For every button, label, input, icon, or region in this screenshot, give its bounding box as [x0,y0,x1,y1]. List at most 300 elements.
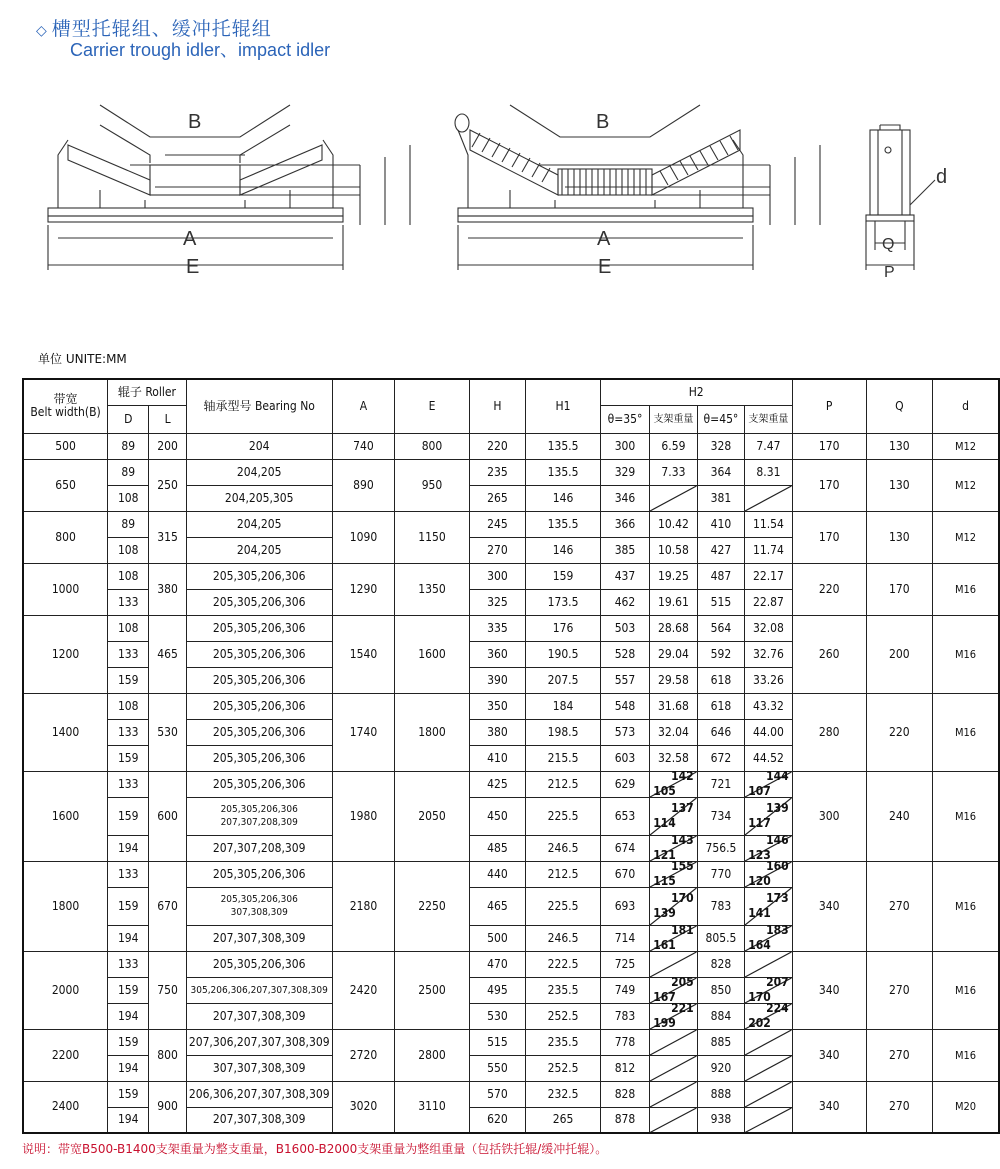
h1-cell: 235.5 [526,977,600,1003]
weight-cell [745,1029,792,1055]
h2-45-cell: 938 [697,1107,745,1133]
q-cell: 270 [866,861,932,951]
weight-cell: 32.58 [650,745,697,771]
roller-d-cell: 159 [108,887,149,925]
header-weight-45: 支架重量 [745,405,792,433]
h1-cell: 232.5 [526,1081,600,1107]
roller-l-cell: 900 [149,1081,186,1133]
weight-cell: 28.68 [650,615,697,641]
d-cell: M16 [933,563,999,615]
d-cell: M20 [933,1081,999,1133]
weight-cell [745,1107,792,1133]
weight-lower: 170 [671,891,694,905]
weight-upper: 139 [653,906,676,920]
bearing-cell: 204,205 [186,459,332,485]
weight-upper: 164 [748,938,771,952]
weight-cell [650,1003,697,1029]
weight-cell [650,887,697,925]
e-cell: 1600 [395,615,469,693]
h2-45-cell: 427 [697,537,745,563]
weight-cell: 10.42 [650,511,697,537]
q-cell: 170 [866,563,932,615]
weight-upper: 107 [748,784,771,798]
h1-cell: 246.5 [526,835,600,861]
weight-cell [650,977,697,1003]
h1-cell: 135.5 [526,511,600,537]
h2-35-cell: 300 [600,433,649,459]
weight-lower: 139 [766,801,789,815]
bearing-cell: 207,307,308,309 [186,925,332,951]
weight-cell: 6.59 [650,433,697,459]
a-cell: 2720 [332,1029,395,1081]
p-cell: 340 [792,1081,866,1133]
belt-width-cell: 2400 [23,1081,108,1133]
header-P: P [792,379,866,433]
weight-cell: 19.61 [650,589,697,615]
a-cell: 2180 [332,861,395,951]
header-angle-45: θ=45° [697,405,745,433]
weight-cell [650,925,697,951]
weight-cell: 32.04 [650,719,697,745]
weight-cell: 43.32 [745,693,792,719]
table-row [23,511,999,537]
roller-d-cell: 159 [108,797,149,835]
h2-35-cell: 812 [600,1055,649,1081]
weight-upper: 161 [653,938,676,952]
bearing-cell: 207,307,308,309 [186,1107,332,1133]
h-cell: 380 [469,719,526,745]
impact-idler-drawing [455,105,820,270]
h-cell: 530 [469,1003,526,1029]
weight-upper: 141 [748,906,771,920]
diamond-icon: ◇ [36,22,48,38]
bearing-cell: 205,305,206,306 [186,563,332,589]
h-cell: 425 [469,771,526,797]
weight-cell [650,1081,697,1107]
header-weight-35: 支架重量 [650,405,697,433]
h-cell: 270 [469,537,526,563]
q-cell: 130 [866,459,932,511]
table-row [23,433,999,459]
header-belt-en: Belt width(B) [30,405,101,420]
header-Q: Q [866,379,932,433]
h1-cell: 159 [526,563,600,589]
label-d: d [936,166,948,188]
bearing-cell: 205,305,206,306 [186,693,332,719]
h2-45-cell: 618 [697,667,745,693]
h2-35-cell: 548 [600,693,649,719]
roller-d-cell: 194 [108,835,149,861]
weight-lower: 155 [671,859,694,873]
h-cell: 235 [469,459,526,485]
bearing-cell: 205,305,206,306 [186,861,332,887]
h2-45-cell: 592 [697,641,745,667]
h-cell: 350 [469,693,526,719]
a-cell: 1980 [332,771,395,861]
h2-35-cell: 749 [600,977,649,1003]
roller-l-cell: 315 [149,511,186,563]
h2-35-cell: 366 [600,511,649,537]
weight-cell [650,771,697,797]
d-cell: M16 [933,693,999,771]
table-row [23,951,999,977]
diagonal-slash [745,486,791,511]
a-cell: 2420 [332,951,395,1029]
table-row [23,861,999,887]
weight-cell: 11.54 [745,511,792,537]
weight-lower: 207 [766,975,789,989]
weight-cell: 22.17 [745,563,792,589]
roller-d-cell: 89 [108,511,149,537]
roller-d-cell: 89 [108,433,149,459]
weight-lower: 160 [766,859,789,873]
roller-l-cell: 530 [149,693,186,771]
q-cell: 270 [866,1029,932,1081]
h2-45-cell: 515 [697,589,745,615]
h2-35-cell: 503 [600,615,649,641]
weight-lower: 221 [671,1001,694,1015]
roller-d-cell: 133 [108,589,149,615]
p-cell: 280 [792,693,866,771]
h-cell: 265 [469,485,526,511]
roller-d-cell: 89 [108,459,149,485]
d-cell: M16 [933,861,999,951]
header-H2: H2 [600,379,792,405]
p-cell: 220 [792,563,866,615]
roller-d-cell: 194 [108,1055,149,1081]
e-cell: 1350 [395,563,469,615]
belt-width-cell: 1200 [23,615,108,693]
h2-35-cell: 778 [600,1029,649,1055]
belt-width-cell: 2200 [23,1029,108,1081]
h2-45-cell: 783 [697,887,745,925]
h2-35-cell: 629 [600,771,649,797]
weight-upper: 121 [653,848,676,862]
roller-d-cell: 133 [108,641,149,667]
header-H1: H1 [526,379,600,433]
bearing-cell: 207,307,308,309 [186,1003,332,1029]
h2-35-cell: 670 [600,861,649,887]
weight-cell: 19.25 [650,563,697,589]
bearing-cell: 205,305,206,306 207,307,208,309 [186,797,332,835]
weight-cell [650,1055,697,1081]
weight-cell: 44.52 [745,745,792,771]
weight-upper: 199 [653,1016,676,1030]
h1-cell: 146 [526,537,600,563]
a-cell: 1740 [332,693,395,771]
h1-cell: 212.5 [526,771,600,797]
weight-cell [650,835,697,861]
weight-cell [650,485,697,511]
e-cell: 2800 [395,1029,469,1081]
diagonal-slash [745,1056,791,1081]
label-E-2: E [598,256,612,278]
carrier-idler-drawing [48,105,410,270]
bearing-cell: 205,305,206,306 307,308,309 [186,887,332,925]
h1-cell: 207.5 [526,667,600,693]
bearing-cell: 205,305,206,306 [186,719,332,745]
d-cell: M16 [933,615,999,693]
h2-35-cell: 674 [600,835,649,861]
bearing-cell: 305,206,306,207,307,308,309 [186,977,332,1003]
h2-35-cell: 346 [600,485,649,511]
e-cell: 2050 [395,771,469,861]
h2-35-cell: 714 [600,925,649,951]
h-cell: 500 [469,925,526,951]
h1-cell: 246.5 [526,925,600,951]
roller-l-cell: 750 [149,951,186,1029]
weight-cell [650,861,697,887]
a-cell: 740 [332,433,395,459]
label-E: E [186,256,200,278]
weight-cell: 29.04 [650,641,697,667]
h1-cell: 135.5 [526,433,600,459]
belt-width-cell: 500 [23,433,108,459]
weight-lower: 183 [766,923,789,937]
h-cell: 245 [469,511,526,537]
h-cell: 440 [469,861,526,887]
weight-upper: 167 [653,990,676,1004]
title-cn-text: 槽型托辊组、缓冲托辊组 [51,19,272,40]
h1-cell: 235.5 [526,1029,600,1055]
weight-cell [745,1081,792,1107]
d-cell: M12 [933,433,999,459]
weight-cell: 44.00 [745,719,792,745]
bearing-cell: 205,305,206,306 [186,951,332,977]
h2-35-cell: 437 [600,563,649,589]
header-H: H [469,379,526,433]
h1-cell: 215.5 [526,745,600,771]
table-row [23,1029,999,1055]
weight-cell [650,797,697,835]
h1-cell: 184 [526,693,600,719]
a-cell: 1090 [332,511,395,563]
weight-upper: 123 [748,848,771,862]
h-cell: 450 [469,797,526,835]
h2-35-cell: 725 [600,951,649,977]
header-L: L [149,405,186,433]
h2-35-cell: 693 [600,887,649,925]
h1-cell: 146 [526,485,600,511]
weight-cell [745,771,792,797]
h2-45-cell: 721 [697,771,745,797]
weight-cell [745,977,792,1003]
bearing-cell: 205,305,206,306 [186,771,332,797]
h1-cell: 265 [526,1107,600,1133]
h1-cell: 173.5 [526,589,600,615]
weight-lower: 146 [766,833,789,847]
diagonal-slash [650,952,696,977]
p-cell: 300 [792,771,866,861]
h2-35-cell: 653 [600,797,649,835]
header-E: E [395,379,469,433]
d-cell: M12 [933,459,999,511]
header-bearing: 轴承型号 Bearing No [186,379,332,433]
h2-45-cell: 770 [697,861,745,887]
p-cell: 260 [792,615,866,693]
roller-d-cell: 108 [108,615,149,641]
h2-45-cell: 328 [697,433,745,459]
weight-cell [745,1055,792,1081]
table-row [23,693,999,719]
table-row [23,563,999,589]
bearing-cell: 205,305,206,306 [186,667,332,693]
weight-cell: 29.58 [650,667,697,693]
weight-cell [745,797,792,835]
belt-width-cell: 800 [23,511,108,563]
h-cell: 300 [469,563,526,589]
p-cell: 170 [792,433,866,459]
weight-cell [745,861,792,887]
q-cell: 130 [866,433,932,459]
weight-cell [650,951,697,977]
q-cell: 240 [866,771,932,861]
h1-cell: 225.5 [526,887,600,925]
weight-cell [745,1003,792,1029]
weight-cell: 33.26 [745,667,792,693]
weight-cell [745,835,792,861]
h-cell: 360 [469,641,526,667]
roller-l-cell: 600 [149,771,186,861]
roller-d-cell: 159 [108,977,149,1003]
weight-upper: 117 [748,816,771,830]
belt-width-cell: 1000 [23,563,108,615]
h2-45-cell: 850 [697,977,745,1003]
p-cell: 170 [792,511,866,563]
bearing-cell: 204 [186,433,332,459]
d-cell: M16 [933,771,999,861]
p-cell: 340 [792,861,866,951]
roller-d-cell: 133 [108,951,149,977]
weight-lower: 173 [766,891,789,905]
label-P: P [884,264,895,281]
e-cell: 1800 [395,693,469,771]
weight-lower: 137 [671,801,694,815]
roller-l-cell: 250 [149,459,186,511]
weight-cell: 8.31 [745,459,792,485]
weight-cell: 7.47 [745,433,792,459]
h2-45-cell: 885 [697,1029,745,1055]
h2-45-cell: 888 [697,1081,745,1107]
h-cell: 390 [469,667,526,693]
h2-35-cell: 828 [600,1081,649,1107]
h2-35-cell: 573 [600,719,649,745]
h-cell: 410 [469,745,526,771]
weight-upper: 115 [653,874,676,888]
h1-cell: 222.5 [526,951,600,977]
bearing-cell: 206,306,207,307,308,309 [186,1081,332,1107]
h1-cell: 252.5 [526,1055,600,1081]
h2-35-cell: 462 [600,589,649,615]
h2-35-cell: 528 [600,641,649,667]
a-cell: 1290 [332,563,395,615]
bearing-cell: 207,307,208,309 [186,835,332,861]
label-A-2: A [597,228,611,250]
weight-cell: 11.74 [745,537,792,563]
belt-width-cell: 1400 [23,693,108,771]
footnote: 说明：带宽B500-B1400支架重量为整支重量，B1600-B2000支架重量为整组重量（包括铁托辊/缓冲托辊）。 [22,1142,608,1156]
diagonal-slash [650,1108,696,1133]
weight-cell [745,951,792,977]
roller-d-cell: 108 [108,693,149,719]
weight-lower: 181 [671,923,694,937]
header-A: A [332,379,395,433]
bearing-cell: 205,305,206,306 [186,745,332,771]
bearing-cell: 307,307,308,309 [186,1055,332,1081]
h-cell: 515 [469,1029,526,1055]
belt-width-cell: 1800 [23,861,108,951]
h1-cell: 176 [526,615,600,641]
p-cell: 340 [792,1029,866,1081]
bearing-cell: 204,205 [186,511,332,537]
d-cell: M12 [933,511,999,563]
h2-35-cell: 603 [600,745,649,771]
roller-d-cell: 133 [108,771,149,797]
weight-upper: 170 [748,990,771,1004]
d-cell: M16 [933,951,999,1029]
h2-45-cell: 920 [697,1055,745,1081]
bearing-cell: 205,305,206,306 [186,589,332,615]
belt-width-cell: 2000 [23,951,108,1029]
h2-35-cell: 557 [600,667,649,693]
label-B-2: B [596,111,610,133]
q-cell: 130 [866,511,932,563]
weight-cell: 32.76 [745,641,792,667]
header-d: d [933,379,999,433]
h1-cell: 190.5 [526,641,600,667]
header-belt-cn: 带宽 [53,392,78,407]
h2-45-cell: 828 [697,951,745,977]
diagonal-slash [745,952,791,977]
roller-d-cell: 159 [108,1081,149,1107]
diagonal-slash [650,1056,696,1081]
roller-d-cell: 194 [108,1107,149,1133]
e-cell: 1150 [395,511,469,563]
h1-cell: 212.5 [526,861,600,887]
table-row [23,771,999,797]
weight-lower: 224 [766,1001,789,1015]
label-Q: Q [882,236,895,253]
h2-45-cell: 756.5 [697,835,745,861]
a-cell: 3020 [332,1081,395,1133]
h1-cell: 198.5 [526,719,600,745]
bearing-cell: 207,306,207,307,308,309 [186,1029,332,1055]
belt-width-cell: 1600 [23,771,108,861]
e-cell: 3110 [395,1081,469,1133]
weight-cell [745,485,792,511]
h-cell: 495 [469,977,526,1003]
a-cell: 890 [332,459,395,511]
diagonal-slash [650,1082,696,1107]
diagonal-slash [650,1030,696,1055]
roller-d-cell: 194 [108,1003,149,1029]
h-cell: 335 [469,615,526,641]
h-cell: 220 [469,433,526,459]
roller-l-cell: 670 [149,861,186,951]
roller-d-cell: 159 [108,667,149,693]
a-cell: 1540 [332,615,395,693]
h2-45-cell: 618 [697,693,745,719]
technical-drawing [0,95,1000,285]
h-cell: 570 [469,1081,526,1107]
h-cell: 485 [469,835,526,861]
roller-d-cell: 194 [108,925,149,951]
d-cell: M16 [933,1029,999,1081]
weight-cell [650,1107,697,1133]
bearing-cell: 205,305,206,306 [186,641,332,667]
side-view-drawing [866,125,935,270]
header-angle-35: θ=35° [600,405,649,433]
